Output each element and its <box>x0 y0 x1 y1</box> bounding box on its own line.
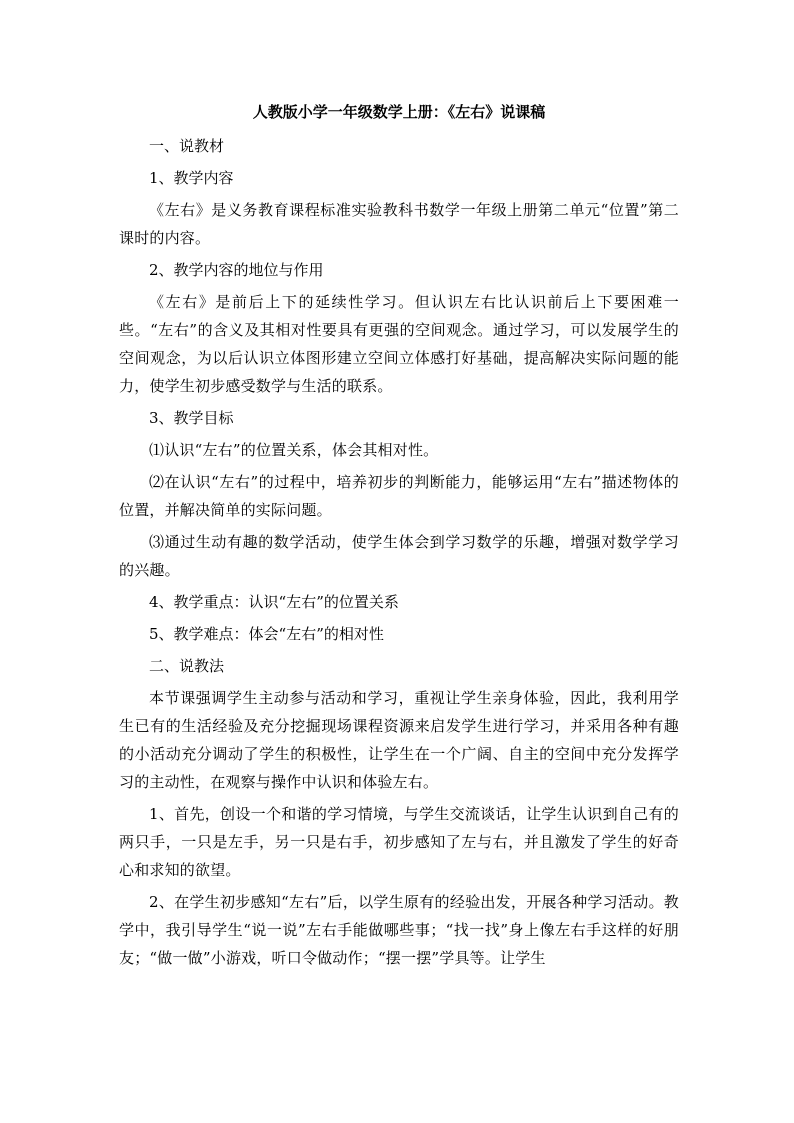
subsection-heading: 2、教学内容的地位与作用 <box>149 261 324 279</box>
paragraph: ⑴认识“左右”的位置关系，体会其相对性。 <box>149 441 439 459</box>
document-page <box>119 98 679 976</box>
paragraph: ⑵在认识“左右”的过程中，培养初步的判断能力，能够运用“左右”描述物体的位置，并解决简单的实际问题。 <box>119 473 679 519</box>
paragraph: 《左右》是义务教育课程标准实验教科书数学一年级上册第二单元“位置”第二课时的内容。 <box>119 201 679 247</box>
paragraph: 1、首先，创设一个和谐的学习情境，与学生交流谈话，让学生认识到自己有的两只手，一只是左手，另一只是右手，初步感知了左与右，并且激发了学生的好奇心和求知的欲望。 <box>119 805 679 879</box>
subsection-heading: 4、教学重点：认识“左右”的位置关系 <box>149 593 399 611</box>
subsection-heading: 5、教学难点：体会“左右”的相对性 <box>149 625 384 643</box>
subsection-heading: 1、教学内容 <box>149 169 234 187</box>
section-heading: 一、说教材 <box>149 137 225 155</box>
section-heading: 二、说教法 <box>149 657 225 675</box>
subsection-heading: 3、教学目标 <box>149 409 234 427</box>
paragraph: ⑶通过生动有趣的数学活动，使学生体会到学习数学的乐趣，增强对数学学习的兴趣。 <box>119 533 679 579</box>
paragraph: 《左右》是前后上下的延续性学习。但认识左右比认识前后上下要困难一些。“左右”的含义及其相对性要具有更强的空间观念。通过学习，可以发展学生的空间观念，为以后认识立体图形建立空间立体感打好基础，提高解决实际问题的能力，使学生初步感受数学与生活的联系。 <box>119 293 679 395</box>
paragraph: 本节课强调学生主动参与活动和学习，重视让学生亲身体验，因此，我利用学生已有的生活经验及充分挖掘现场课程资源来启发学生进行学习，并采用各种有趣的小活动充分调动了学生的积极性，让学生在一个广阔、自主的空间中充分发挥学习的主动性，在观察与操作中认识和体验左右。 <box>119 689 679 791</box>
paragraph: 2、在学生初步感知“左右”后，以学生原有的经验出发，开展各种学习活动。教学中，我引导学生“说一说”左右手能做哪些事；“找一找”身上像左右手这样的好朋友；“做一做”小游戏，听口令做动作；“摆一摆”学具等。让学生 <box>119 893 679 967</box>
document-title: 人教版小学一年级数学上册：《左右》说课稿 <box>252 103 546 121</box>
